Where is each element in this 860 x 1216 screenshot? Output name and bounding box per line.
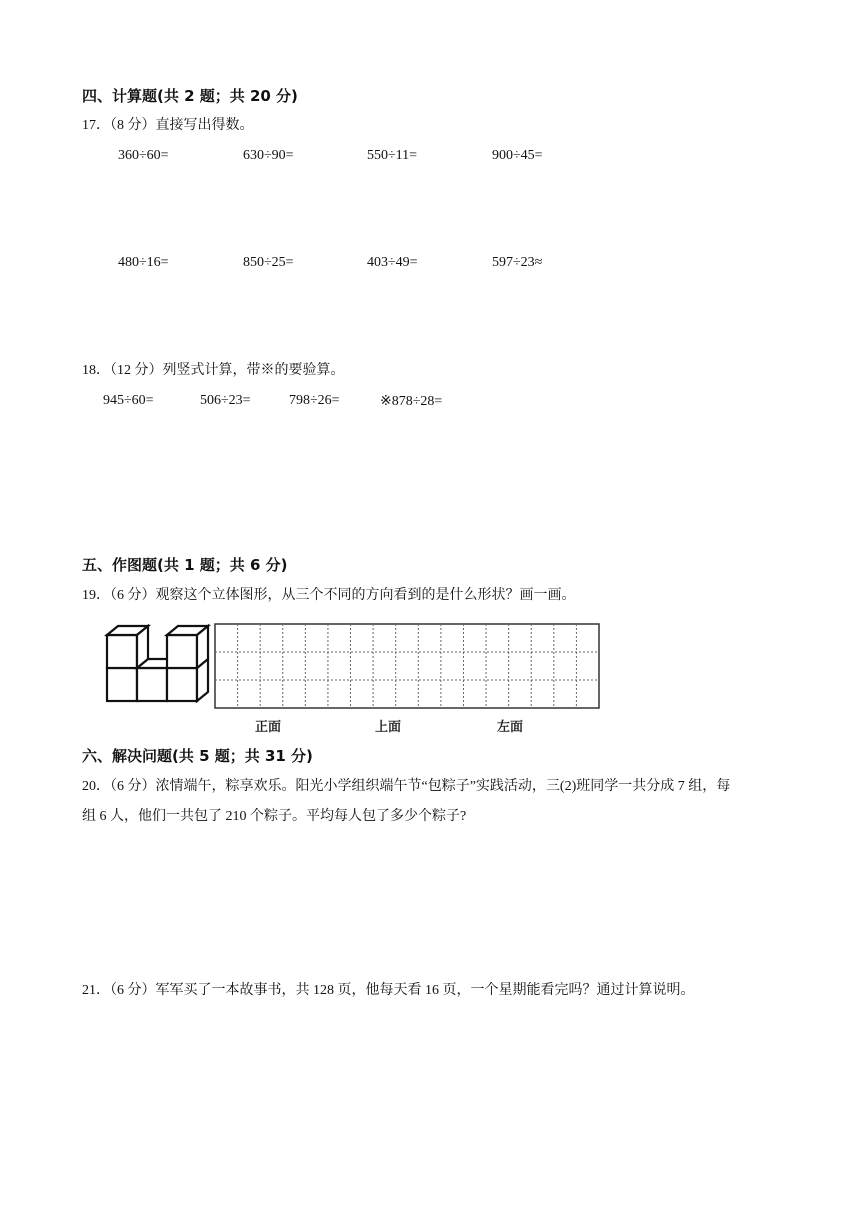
cube-solid-drawing	[107, 626, 208, 701]
q18-expr-4: ※878÷28=	[380, 394, 443, 409]
question-20-line-2: 组 6 人，他们一共包了 210 个粽子。平均每人包了多少个粽子?	[82, 809, 467, 824]
q17-expr-5: 480÷16=	[118, 255, 169, 270]
section-heading-calculation: 四、计算题(共 2 题；共 20 分)	[82, 87, 298, 105]
cube-figure-and-grid	[103, 620, 603, 712]
view-label-left: 左面	[497, 720, 524, 735]
q17-expr-4: 900÷45=	[492, 148, 543, 163]
view-label-front: 正面	[255, 720, 282, 735]
drawing-grid	[215, 624, 599, 708]
section-heading-drawing: 五、作图题(共 1 题；共 6 分)	[82, 556, 288, 574]
q17-expr-8: 597÷23≈	[492, 255, 543, 270]
question-21-prompt: 21．（6 分）军军买了一本故事书，共 128 页，他每天看 16 页，一个星期能看完吗？通过计算说明。	[82, 983, 695, 998]
q17-expr-6: 850÷25=	[243, 255, 294, 270]
q18-expr-1: 945÷60=	[103, 393, 154, 408]
question-18-prompt: 18．（12 分）列竖式计算，带※的要验算。	[82, 363, 345, 378]
q17-expr-2: 630÷90=	[243, 148, 294, 163]
view-label-top: 上面	[375, 720, 402, 735]
question-17-prompt: 17．（8 分）直接写出得数。	[82, 118, 254, 133]
q17-expr-1: 360÷60=	[118, 148, 169, 163]
q18-expr-3: 798÷26=	[289, 393, 340, 408]
section-heading-problem-solving: 六、解决问题(共 5 题；共 31 分)	[82, 747, 313, 765]
q17-expr-3: 550÷11=	[367, 148, 418, 163]
q17-expr-7: 403÷49=	[367, 255, 418, 270]
q18-expr-2: 506÷23=	[200, 393, 251, 408]
q19-figure	[103, 620, 603, 738]
question-19-prompt: 19．（6 分）观察这个立体图形，从三个不同的方向看到的是什么形状？画一画。	[82, 588, 576, 603]
question-20-line-1: 20．（6 分）浓情端午，粽享欢乐。阳光小学组织端午节“包粽子”实践活动，三(2)班同学一共分成 7 组，每	[82, 779, 731, 794]
